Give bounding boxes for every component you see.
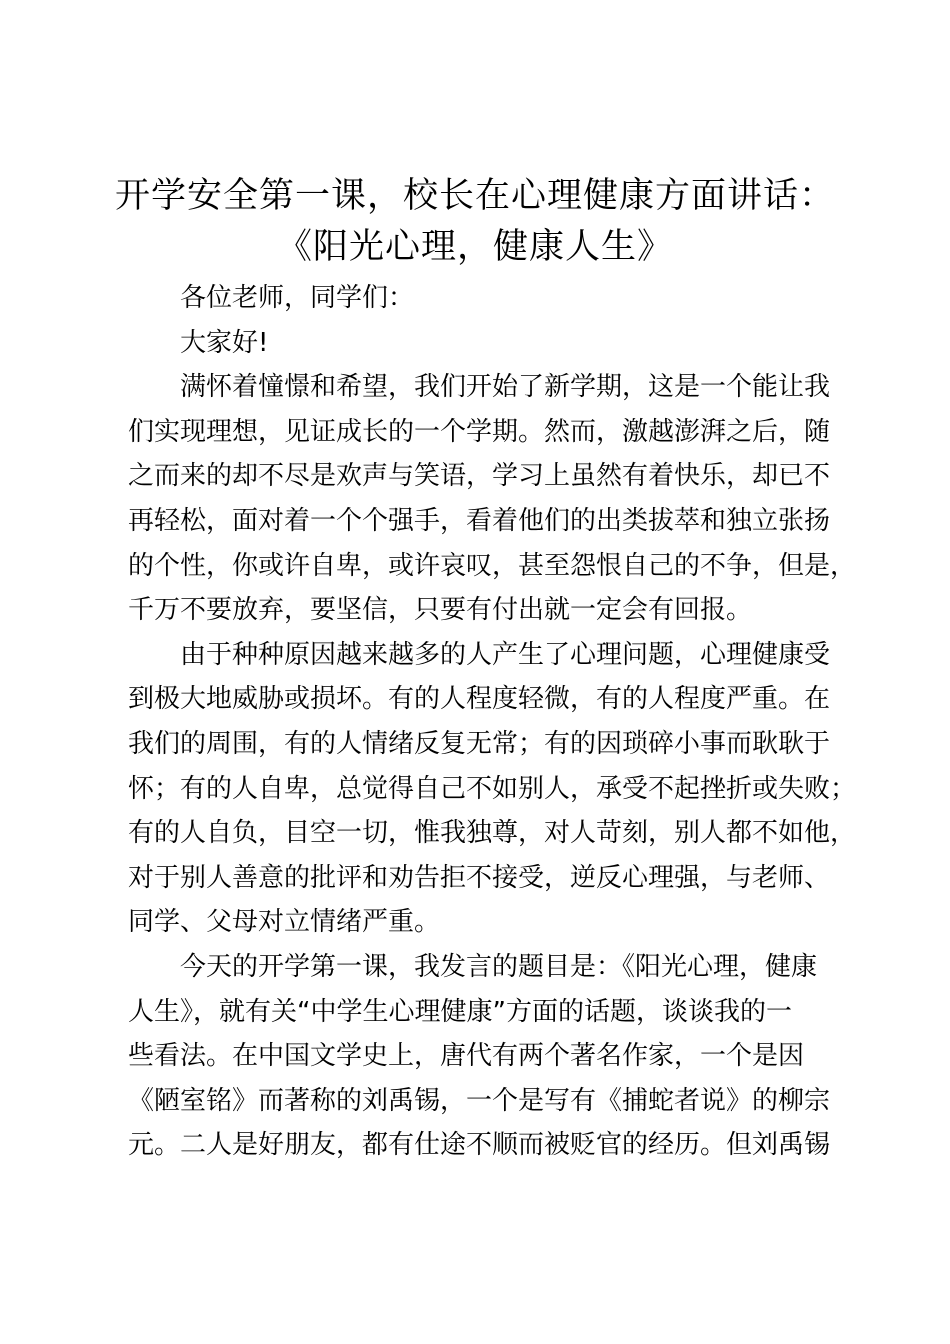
text-line: 对于别人善意的批评和劝告拒不接受，逆反心理强，与老师、	[128, 862, 831, 893]
text-line: 《陋室铭》而著称的刘禹锡，一个是写有《捕蛇者说》的柳宗	[128, 1085, 831, 1116]
text-line: 我们的周围，有的人情绪反复无常；有的因琐碎小事而耿耿于	[128, 728, 831, 759]
paragraph-salutation	[128, 276, 858, 321]
text-line: 大家好!	[180, 327, 269, 358]
text-line: 的个性，你或许自卑，或许哀叹，甚至怨恨自己的不争，但是，	[128, 550, 857, 581]
text-line: 同学、父母对立情绪严重。	[128, 907, 441, 938]
text-line: 有的人自负，目空一切，惟我独尊，对人苛刻，别人都不如他，	[128, 818, 857, 849]
text-line: 各位老师，同学们：	[180, 283, 415, 313]
text-line: 今天的开学第一课，我发言的题目是：《阳光心理，健康	[180, 951, 818, 982]
text-line: 之而来的却不尽是欢声与笑语，学习上虽然有着快乐，却已不	[128, 461, 831, 492]
text-line: 元。二人是好朋友，都有仕途不顺而被贬官的经历。但刘禹锡	[128, 1130, 831, 1161]
paragraph-3	[128, 945, 858, 1168]
text-line: 们实现理想，见证成长的一个学期。然而，激越澎湃之后，随	[128, 416, 831, 447]
paragraph-1	[128, 365, 858, 633]
title-line-1: 开学安全第一课，校长在心理健康方面讲话：	[114, 176, 835, 216]
text-line: 些看法。在中国文学史上，唐代有两个著名作家，一个是因	[128, 1041, 805, 1072]
text-line: 人生》，就有关“中学生心理健康”方面的话题，谈谈我的一	[128, 996, 792, 1027]
text-line: 千万不要放弃，要坚信，只要有付出就一定会有回报。	[128, 595, 753, 626]
text-line: 再轻松，面对着一个个强手，看着他们的出类拔萃和独立张扬	[128, 505, 831, 536]
title-line-2: 《阳光心理，健康人生》	[276, 227, 673, 267]
paragraph-2	[128, 633, 858, 945]
text-line: 怀；有的人自卑，总觉得自己不如别人，承受不起挫折或失败；	[128, 773, 857, 804]
text-line: 到极大地威胁或损坏。有的人程度轻微，有的人程度严重。在	[128, 684, 831, 715]
document-body	[128, 276, 858, 1168]
paragraph-greeting	[128, 321, 858, 366]
text-line: 满怀着憧憬和希望，我们开始了新学期，这是一个能让我	[180, 372, 831, 403]
text-line: 由于种种原因越来越多的人产生了心理问题，心理健康受	[180, 639, 831, 670]
